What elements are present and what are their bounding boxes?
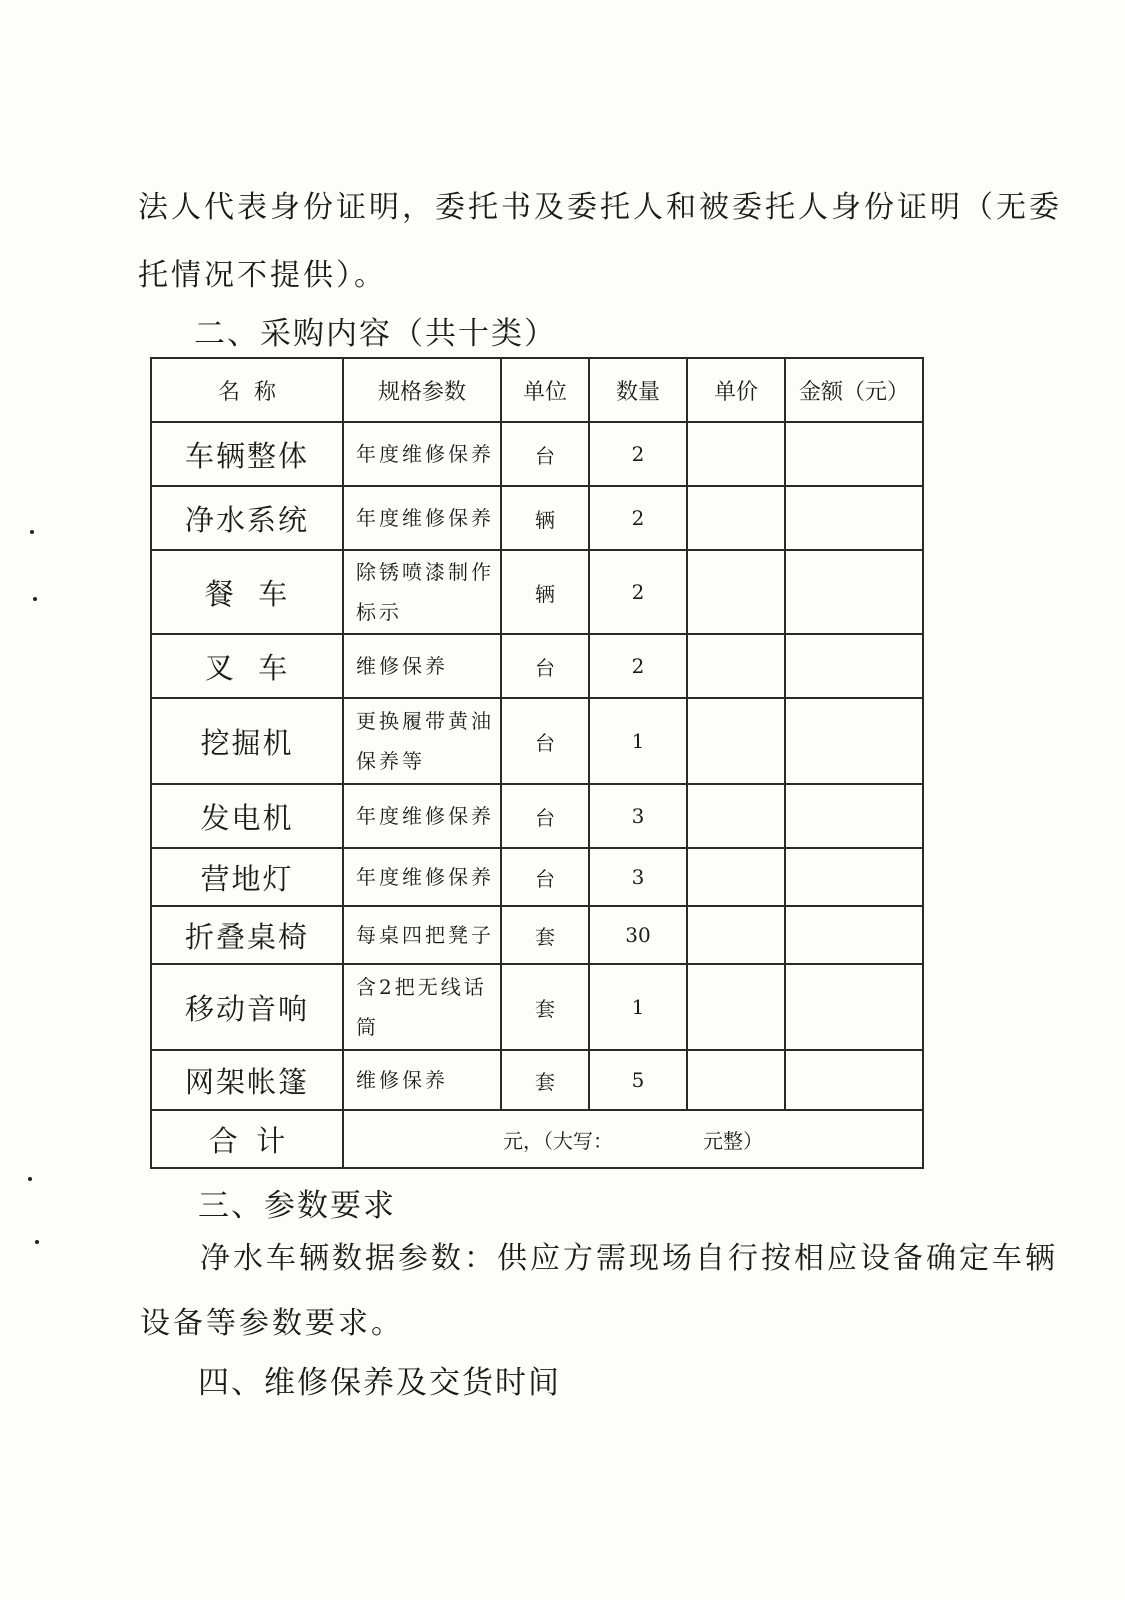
table-row xyxy=(151,550,923,634)
table-row xyxy=(151,634,923,698)
cell-price xyxy=(687,848,785,906)
cell-unit: 台 xyxy=(501,634,589,698)
cell-spec: 年度维修保养 xyxy=(343,784,501,848)
section-3-line-1: 净水车辆数据参数：供应方需现场自行按相应设备确定车辆 xyxy=(200,1241,1058,1276)
cell-spec: 年度维修保养 xyxy=(343,486,501,550)
table-row xyxy=(151,698,923,784)
cell-unit: 台 xyxy=(501,698,589,784)
cell-name: 餐 车 xyxy=(151,550,343,634)
intro-line-2: 托情况不提供）。 xyxy=(138,258,387,293)
cell-amount xyxy=(785,634,923,698)
cell-qty: 2 xyxy=(589,486,687,550)
header-qty: 数量 xyxy=(589,358,687,422)
cell-qty: 2 xyxy=(589,422,687,486)
header-amount: 金额（元） xyxy=(785,358,923,422)
cell-unit: 台 xyxy=(501,848,589,906)
table-row xyxy=(151,486,923,550)
cell-name: 挖掘机 xyxy=(151,698,343,784)
cell-unit: 辆 xyxy=(501,550,589,634)
cell-price xyxy=(687,964,785,1050)
total-text-a: 元，（大写： xyxy=(503,1128,613,1153)
cell-spec: 除锈喷漆制作标示 xyxy=(343,550,501,634)
intro-line-1: 法人代表身份证明，委托书及委托人和被委托人身份证明（无委 xyxy=(138,190,1062,225)
cell-name: 营地灯 xyxy=(151,848,343,906)
cell-qty: 5 xyxy=(589,1050,687,1110)
cell-amount xyxy=(785,550,923,634)
cell-spec: 含2把无线话筒 xyxy=(343,964,501,1050)
cell-amount xyxy=(785,422,923,486)
header-unit: 单位 xyxy=(501,358,589,422)
cell-qty: 2 xyxy=(589,634,687,698)
scan-speck xyxy=(35,1240,39,1244)
cell-name: 折叠桌椅 xyxy=(151,906,343,964)
cell-spec: 维修保养 xyxy=(343,1050,501,1110)
cell-amount xyxy=(785,698,923,784)
cell-amount xyxy=(785,964,923,1050)
cell-name: 网架帐篷 xyxy=(151,1050,343,1110)
total-text-b: 元整） xyxy=(703,1128,763,1153)
cell-unit: 台 xyxy=(501,784,589,848)
cell-name: 发电机 xyxy=(151,784,343,848)
cell-name: 净水系统 xyxy=(151,486,343,550)
cell-spec: 维修保养 xyxy=(343,634,501,698)
cell-unit: 台 xyxy=(501,422,589,486)
header-spec: 规格参数 xyxy=(343,358,501,422)
cell-amount xyxy=(785,784,923,848)
header-name: 名 称 xyxy=(151,358,343,422)
cell-spec: 年度维修保养 xyxy=(343,848,501,906)
section-2-heading: 二、采购内容（共十类） xyxy=(194,316,557,352)
section-3-heading: 三、参数要求 xyxy=(198,1188,396,1224)
header-price: 单价 xyxy=(687,358,785,422)
cell-price xyxy=(687,550,785,634)
cell-qty: 3 xyxy=(589,784,687,848)
cell-price xyxy=(687,486,785,550)
cell-unit: 辆 xyxy=(501,486,589,550)
cell-name: 叉 车 xyxy=(151,634,343,698)
table-row xyxy=(151,964,923,1050)
cell-price xyxy=(687,634,785,698)
cell-amount xyxy=(785,486,923,550)
cell-name: 移动音响 xyxy=(151,964,343,1050)
cell-unit: 套 xyxy=(501,1050,589,1110)
cell-price xyxy=(687,906,785,964)
section-4-heading: 四、维修保养及交货时间 xyxy=(198,1365,561,1401)
cell-price xyxy=(687,784,785,848)
cell-price xyxy=(687,422,785,486)
cell-price xyxy=(687,1050,785,1110)
scan-speck xyxy=(30,530,34,534)
cell-amount xyxy=(785,848,923,906)
cell-spec: 年度维修保养 xyxy=(343,422,501,486)
cell-qty: 1 xyxy=(589,964,687,1050)
table-row xyxy=(151,1050,923,1110)
scan-speck xyxy=(28,1177,32,1181)
cell-unit: 套 xyxy=(501,906,589,964)
section-3-line-2: 设备等参数要求。 xyxy=(140,1306,404,1341)
cell-spec: 更换履带黄油保养等 xyxy=(343,698,501,784)
total-text xyxy=(343,1110,923,1168)
cell-qty: 3 xyxy=(589,848,687,906)
table-row xyxy=(151,784,923,848)
table-row xyxy=(151,906,923,964)
cell-spec: 每桌四把凳子 xyxy=(343,906,501,964)
total-label: 合 计 xyxy=(151,1110,343,1168)
table-total-row xyxy=(151,1110,923,1168)
cell-price xyxy=(687,698,785,784)
cell-amount xyxy=(785,1050,923,1110)
procurement-table xyxy=(150,357,924,1169)
cell-qty: 2 xyxy=(589,550,687,634)
table-row xyxy=(151,848,923,906)
scan-speck xyxy=(33,597,37,601)
cell-name: 车辆整体 xyxy=(151,422,343,486)
cell-qty: 30 xyxy=(589,906,687,964)
cell-qty: 1 xyxy=(589,698,687,784)
cell-unit: 套 xyxy=(501,964,589,1050)
cell-amount xyxy=(785,906,923,964)
table-header-row xyxy=(151,358,923,422)
table-row xyxy=(151,422,923,486)
